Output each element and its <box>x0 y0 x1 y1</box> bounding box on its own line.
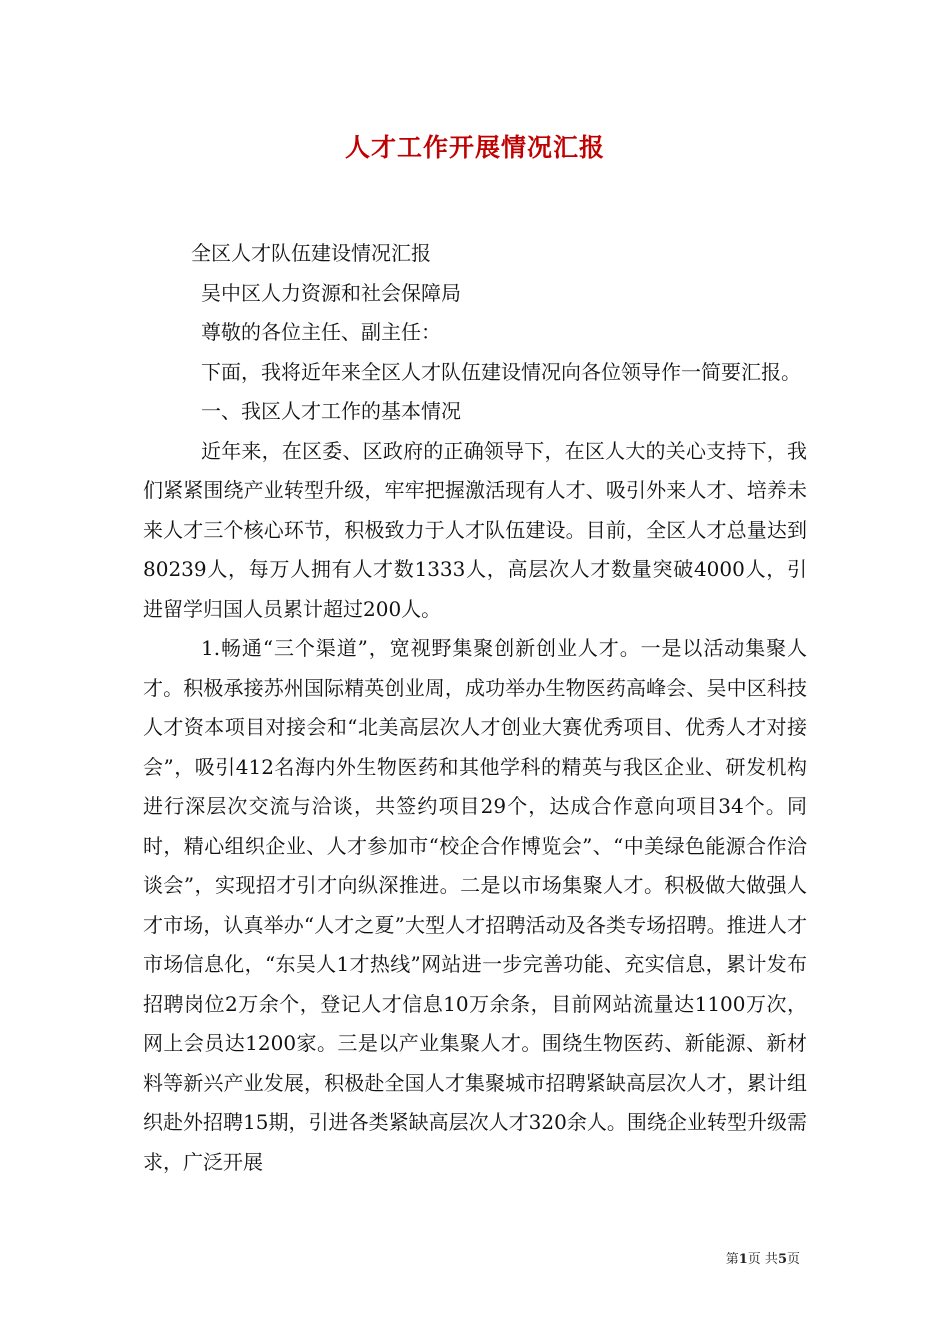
page-number-total: 5 <box>777 1252 787 1267</box>
body-paragraph: 近年来，在区委、区政府的正确领导下，在区人大的关心支持下，我们紧紧围绕产业转型升级，牢牢把握激活现有人才、吸引外来人才、培养未来人才三个核心环节，积极致力于人才队伍建设。目前，全区人才总量达到80239人，每万人拥有人才数1333人，高层次人才数量突破4000人，引进留学归国人员累计超过200人。 <box>143 438 807 621</box>
page-number <box>726 1248 800 1267</box>
salutation: 尊敬的各位主任、副主任： <box>201 320 441 344</box>
body-paragraph: 1.畅通“三个渠道”，宽视野集聚创新创业人才。一是以活动集聚人才。积极承接苏州国际精英创业周，成功举办生物医药高峰会、吴中区科技人才资本项目对接会和“北美高层次人才创业大赛优秀项目、优秀人才对接会”，吸引412名海内外生物医药和其他学科的精英与我区企业、研发机构进行深层次交流与洽谈，共签约项目29个，达成合作意向项目34个。同时，精心组织企业、人才参加市“校企合作博览会”、“中美绿色能源合作洽谈会”，实现招才引才向纵深推进。二是以市场集聚人才。积极做大做强人才市场，认真举办“人才之夏”大型人才招聘活动及各类专场招聘。推进人才市场信息化，“东吴人1才热线”网站进一步完善功能、充实信息，累计发布招聘岗位2万余个，登记人才信息10万余条，目前网站流量达1100万次，网上会员达1200家。三是以产业集聚人才。围绕生物医药、新能源、新材料等新兴产业发展，积极赴全国人才集聚城市招聘紧缺高层次人才，累计组织赴外招聘15期，引进各类紧缺高层次人才320余人。围绕企业转型升级需求，广泛开展 <box>143 636 807 1174</box>
document-title: 人才工作开展情况汇报 <box>344 133 605 162</box>
report-author: 吴中区人力资源和社会保障局 <box>201 280 461 305</box>
page-number-suffix: 页 <box>786 1252 800 1267</box>
page-number-current: 1 <box>738 1252 748 1267</box>
intro-paragraph: 下面，我将近年来全区人才队伍建设情况向各位领导作一简要汇报。 <box>201 359 801 384</box>
page-number-prefix: 第 <box>725 1252 739 1267</box>
document-body <box>143 234 807 1182</box>
report-subtitle: 全区人才队伍建设情况汇报 <box>191 241 431 265</box>
section-heading: 一、我区人才工作的基本情况 <box>201 399 461 423</box>
page-number-middle: 页 共 <box>747 1252 778 1267</box>
